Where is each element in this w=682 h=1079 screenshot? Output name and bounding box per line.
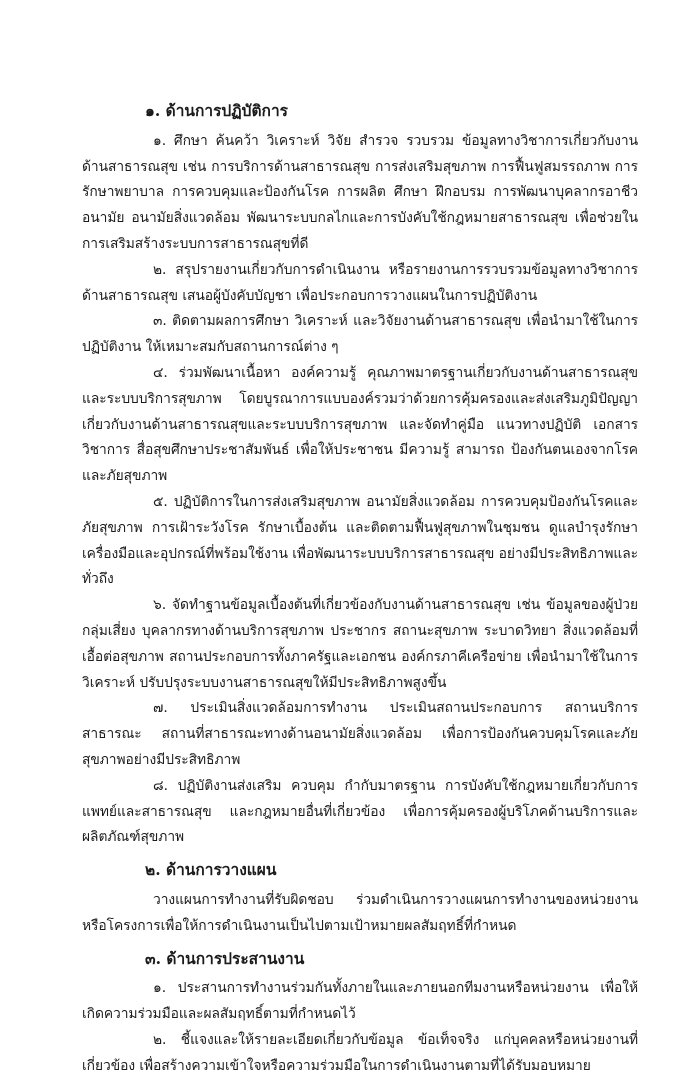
section-heading: ๓. ด้านการประสานงาน [145,946,638,972]
paragraph-item: ๓. ติดตามผลการศึกษา วิเคราะห์ และวิจัยงานด้านสาธารณสุข เพื่อนำมาใช้ในการปฏิบัติงาน ให้เหมาะสมกับสถานการณ์ต่าง ๆ [82,309,638,361]
section-heading: ๑. ด้านการปฏิบัติการ [145,98,638,124]
paragraph-item: ๑. ศึกษา ค้นคว้า วิเคราะห์ วิจัย สำรวจ รวบรวม ข้อมูลทางวิชาการเกี่ยวกับงานด้านสาธารณสุข เช่น การบริการด้านสาธารณสุข การส่งเสริมสุขภาพ การฟื้นฟูสมรรถภาพ การรักษาพยาบาล การควบคุมและป้องกันโรค การผลิต ศึกษา ฝึกอบรม การพัฒนาบุคลากรอาชีวอนามัย อนามัยสิ่งแวดล้อม พัฒนาระบบกลไกและการบังคับใช้กฎหมายสาธารณสุข เพื่อช่วยในการเสริมสร้างระบบการสาธารณสุขที่ดี [82,129,638,258]
section-heading: ๒. ด้านการวางแผน [145,857,638,883]
paragraph-item: วางแผนการทำงานที่รับผิดชอบ ร่วมดำเนินการวางแผนการทำงานของหน่วยงานหรือโครงการเพื่อให้การดำเนินงานเป็นไปตามเป้าหมายผลสัมฤทธิ์ที่กำหนด [82,888,638,940]
paragraph-item: ๘. ปฏิบัติงานส่งเสริม ควบคุม กำกับมาตรฐาน การบังคับใช้กฎหมายเกี่ยวกับการแพทย์และสาธารณสุข และกฎหมายอื่นที่เกี่ยวข้อง เพื่อการคุ้มครองผู้บริโภคด้านบริการและผลิตภัณฑ์สุขภาพ [82,774,638,851]
paragraph-item: ๕. ปฏิบัติการในการส่งเสริมสุขภาพ อนามัยสิ่งแวดล้อม การควบคุมป้องกันโรคและภัยสุขภาพ การเฝ้าระวังโรค รักษาเบื้องต้น และติดตามฟื้นฟูสุขภาพในชุมชน ดูแลบำรุงรักษาเครื่องมือและอุปกรณ์ที่พร้อมใช้งาน เพื่อพัฒนาระบบบริการสาธารณสุข อย่างมีประสิทธิภาพและทั่วถึง [82,490,638,593]
paragraph-item: ๒. สรุปรายงานเกี่ยวกับการดำเนินงาน หรือรายงานการรวบรวมข้อมูลทางวิชาการด้านสาธารณสุข เสนอผู้บังคับบัญชา เพื่อประกอบการวางแผนในการปฏิบัติงาน [82,258,638,310]
section-coordination [82,946,638,1079]
section-planning [82,857,638,939]
section-operations [82,98,638,851]
paragraph-item: ๖. จัดทำฐานข้อมูลเบื้องต้นที่เกี่ยวข้องกับงานด้านสาธารณสุข เช่น ข้อมูลของผู้ป่วยกลุ่มเสี่ยง บุคลากรทางด้านบริการสุขภาพ ประชากร สถานะสุขภาพ ระบาดวิทยา สิ่งแวดล้อมที่เอื้อต่อสุขภาพ สถานประกอบการทั้งภาครัฐและเอกชน องค์กรภาคีเครือข่าย เพื่อนำมาใช้ในการวิเคราะห์ ปรับปรุงระบบงานสาธารณสุขให้มีประสิทธิภาพสูงขึ้น [82,593,638,696]
paragraph-item: ๒. ชี้แจงและให้รายละเอียดเกี่ยวกับข้อมูล ข้อเท็จจริง แก่บุคคลหรือหน่วยงานที่เกี่ยวข้อง เพื่อสร้างความเข้าใจหรือความร่วมมือในการดำเนินงานตามที่ได้รับมอบหมาย [82,1028,638,1079]
paragraph-item: ๑. ประสานการทำงานร่วมกันทั้งภายในและภายนอกทีมงานหรือหน่วยงาน เพื่อให้เกิดความร่วมมือและผลสัมฤทธิ์ตามที่กำหนดไว้ [82,976,638,1028]
paragraph-item: ๗. ประเมินสิ่งแวดล้อมการทำงาน ประเมินสถานประกอบการ สถานบริการสาธารณะ สถานที่สาธารณะทางด้านอนามัยสิ่งแวดล้อม เพื่อการป้องกันควบคุมโรคและภัยสุขภาพอย่างมีประสิทธิภาพ [82,696,638,773]
paragraph-item: ๔. ร่วมพัฒนาเนื้อหา องค์ความรู้ คุณภาพมาตรฐานเกี่ยวกับงานด้านสาธารณสุข และระบบบริการสุขภาพ โดยบูรณาการแบบองค์รวมว่าด้วยการคุ้มครองและส่งเสริมภูมิปัญญา เกี่ยวกับงานด้านสาธารณสุขและระบบบริการสุขภาพ และจัดทำคู่มือ แนวทางปฏิบัติ เอกสารวิชาการ สื่อสุขศึกษาประชาสัมพันธ์ เพื่อให้ประชาชน มีความรู้ สามารถ ป้องกันตนเองจากโรคและภัยสุขภาพ [82,361,638,490]
